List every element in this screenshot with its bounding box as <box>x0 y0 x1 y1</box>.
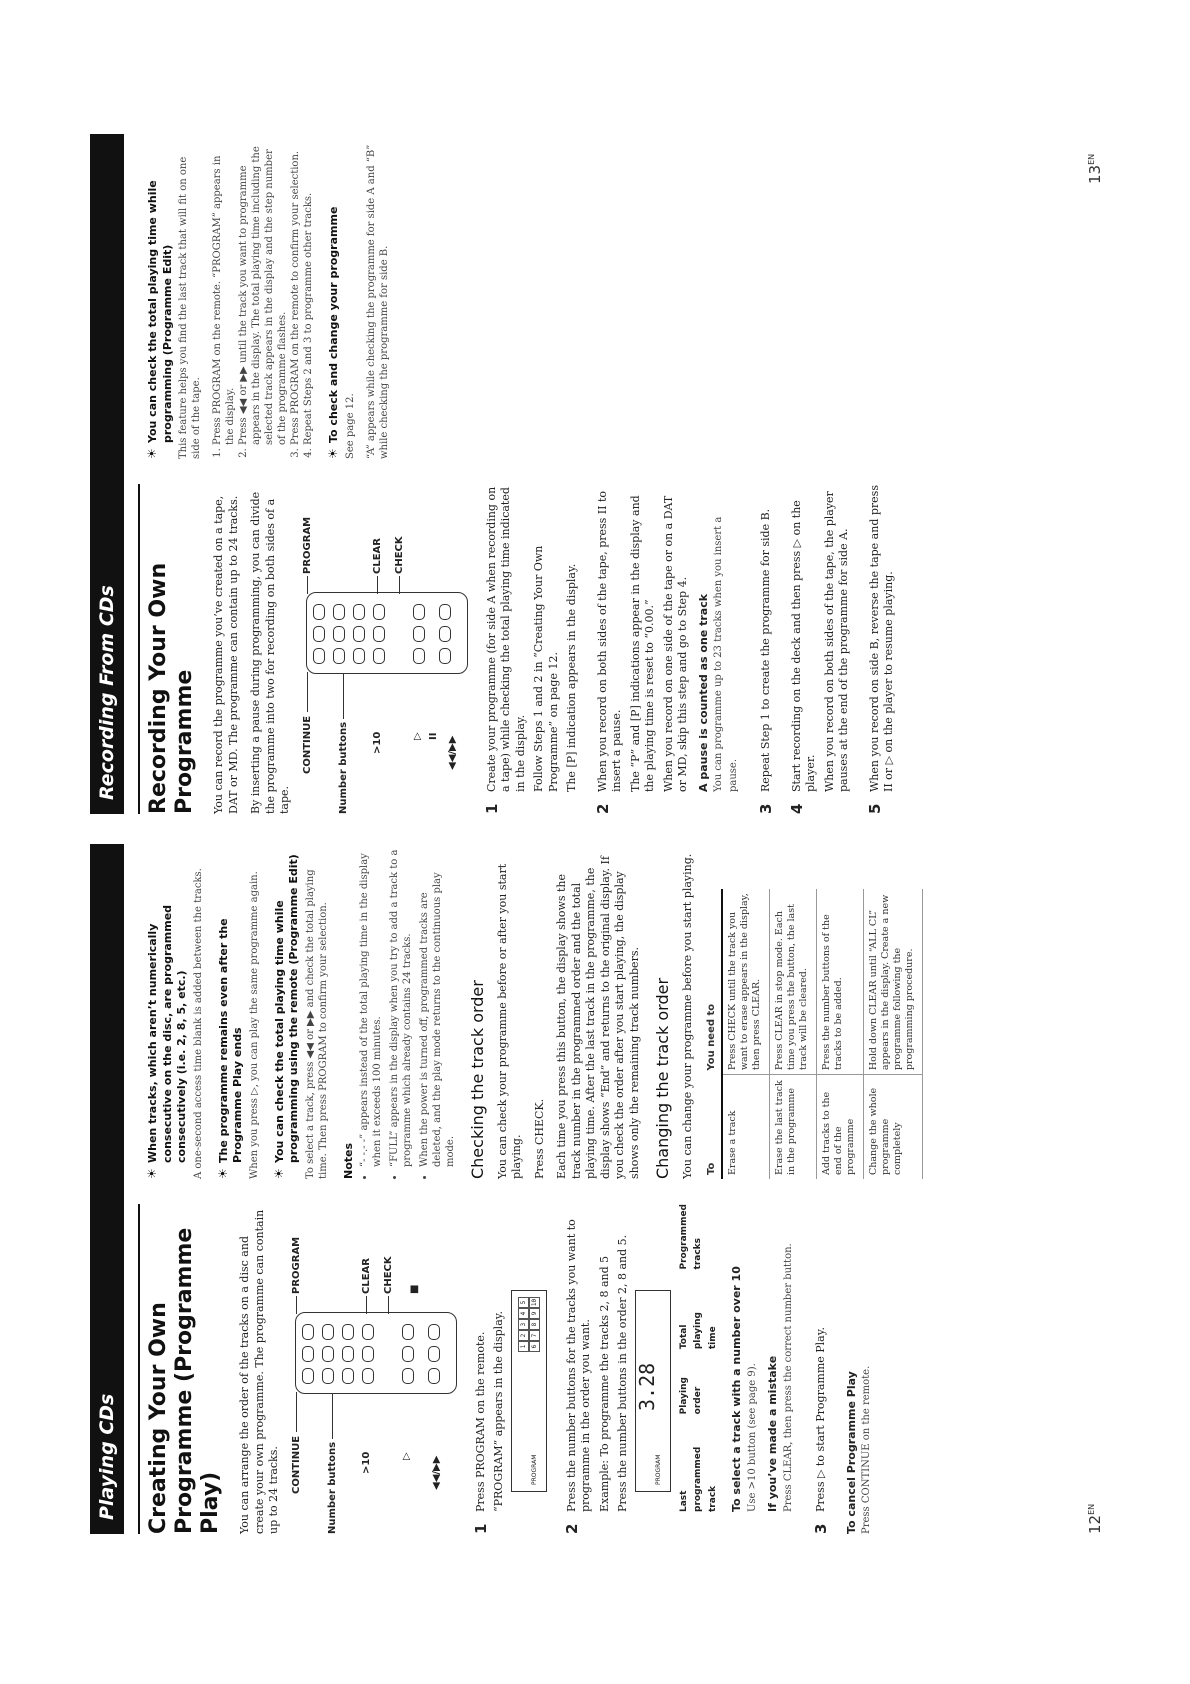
note-item: • When the power is turned off, programmed tracks are deleted, and the play mode returns to the continuous play mode. <box>418 849 457 1167</box>
step-4 <box>787 484 856 814</box>
step-detail: When you record on one side of the tape or on a DAT or MD, skip this step and go to Step 4. <box>661 495 689 792</box>
step-text: When you record on side B, reverse the tape and press II or ▷ on the player to resume playing. <box>867 485 895 792</box>
label-check: CHECK <box>382 1256 394 1294</box>
remote-button <box>428 1324 440 1340</box>
leader-line <box>388 1296 389 1314</box>
label-continue: CONTINUE <box>290 1435 302 1494</box>
label-skip: ◀◀/▶▶ <box>446 735 458 770</box>
remote-button <box>313 648 325 664</box>
intro-text: You can arrange the order of the tracks on a disc and create your own programme. The programme can contain up to 24 tracks. <box>238 1209 280 1534</box>
tip-heading: ☀ The programme remains even after the Programme Play ends <box>217 849 246 1179</box>
remote-button <box>402 1368 414 1384</box>
step-5 <box>865 484 901 814</box>
remote-button <box>313 626 325 642</box>
remote-button <box>373 648 385 664</box>
label-program: PROGRAM <box>301 516 313 574</box>
step-text: Press ▷ to start Programme Play. <box>814 1327 827 1512</box>
callout-last-track: Last programmed track <box>678 1446 718 1512</box>
label-continue: CONTINUE <box>301 715 313 774</box>
tip-text: A one-second access time blank is added between the tracks. <box>192 868 204 1179</box>
remote-button <box>322 1324 334 1340</box>
remote-button <box>428 1368 440 1384</box>
leader-line <box>399 576 400 594</box>
step-detail: Press the number buttons in the order 2, 8 and 5. <box>616 1234 629 1512</box>
callout-programmed-tracks: Programmed tracks <box>678 1204 703 1270</box>
tip-text: To select a track, press ◀◀ or ▶▶ and check the total playing time. Then press PROGRAM to confirm your selection. <box>304 869 329 1179</box>
tip-steps <box>211 139 315 459</box>
step-number: 2 <box>593 803 612 814</box>
remote-button <box>362 1324 374 1340</box>
page-number-left: $12^{EN}$ <box>1086 1503 1104 1534</box>
tip <box>273 849 330 1179</box>
remote-button <box>439 604 451 620</box>
remote-diagram <box>301 484 471 814</box>
leader-line <box>307 672 308 712</box>
step-1 <box>471 1204 553 1534</box>
step-text: Repeat Step 1 to create the programme for side B. <box>759 508 772 792</box>
remote-button <box>302 1324 314 1340</box>
remote-button <box>413 604 425 620</box>
remote-button <box>439 626 451 642</box>
step-number: 3 <box>812 1523 830 1534</box>
step-3 <box>759 484 778 814</box>
tip-heading: ☀ You can check the total playing time while programming (Programme Edit) <box>146 139 175 459</box>
tip-heading: ☀ You can check the total playing time while programming using the remote (Programme Edit) <box>273 849 302 1179</box>
display-callouts <box>677 1204 721 1512</box>
step-number: 3 <box>757 803 775 814</box>
left-column <box>138 1204 881 1534</box>
sub-heading: If you’ve made a mistake <box>766 1355 779 1512</box>
step-number: 1 <box>471 1523 490 1534</box>
remote-button <box>373 604 385 620</box>
remote-button <box>428 1346 440 1362</box>
remote-button <box>402 1346 414 1362</box>
table-row: Change the whole programme completely Hold down CLEAR until “ALL CL” appears in the display. Create a new programme following the programming procedure. <box>864 889 923 1179</box>
section-banner-playing-cds: Playing CDs <box>90 844 124 1534</box>
callout-playing-order: Playing order <box>678 1377 703 1415</box>
step-detail: “PROGRAM” appears in the display. <box>492 1310 505 1512</box>
change-order-table <box>703 889 923 1179</box>
step-detail: The “P” and [P] indications appear in the display and the playing time is reset to “0.00.” <box>628 495 656 792</box>
step-text: Press the number buttons for the tracks you want to programme in the order you want. <box>564 1219 592 1512</box>
remote-button <box>302 1368 314 1384</box>
remote-button <box>333 604 345 620</box>
tip-text: See page 12. <box>344 393 356 459</box>
label-clear: CLEAR <box>360 1258 372 1294</box>
leader-line <box>307 576 308 594</box>
table-header-to: To <box>703 1075 722 1179</box>
table-header-need: You need to <box>703 889 722 1075</box>
notes-list <box>358 849 457 1179</box>
table-row: Erase the last track in the programme Press CLEAR in stop mode. Each time you press the button, the last track will be cleared. <box>770 889 817 1179</box>
remote-button <box>413 648 425 664</box>
step-text: Press PROGRAM on the remote. <box>473 1331 487 1512</box>
sub-text: Press CONTINUE on the remote. <box>861 1365 872 1534</box>
step-text: Create your programme (for side A when recording on a tape) while checking the total playing time indicated in the display. <box>484 486 527 792</box>
leader-line <box>296 1296 297 1314</box>
tip-step: 1. Press PROGRAM on the remote. “PROGRAM” appears in the display. <box>211 139 237 445</box>
leader-line <box>366 1296 367 1314</box>
step-detail: The [P] indication appears in the display. <box>565 563 578 792</box>
label-stop: ■ <box>408 1284 420 1294</box>
right-column-2 <box>138 139 403 459</box>
tip-step: 3. Press PROGRAM on the remote to confirm your selection. <box>289 139 302 445</box>
label-over-10: >10 <box>360 1451 372 1474</box>
tip-step: 2. Press ◀◀ or ▶▶ until the track you want to programme appears in the display. The total playing time including the selected track appears in the display and the step number of the programme flashes. <box>237 139 289 445</box>
label-number-buttons: Number buttons <box>337 721 349 814</box>
section-title-checking: Checking the track order <box>468 980 487 1179</box>
remote-button <box>439 648 451 664</box>
middle-column <box>138 849 923 1179</box>
display-program-tag: PROGRAM <box>655 1454 662 1485</box>
sub-heading: A pause is counted as one track <box>696 593 710 792</box>
step-detail: When you record on both sides of the tape, the player pauses at the end of the programme for side A. <box>822 491 850 792</box>
tip-heading: ☀ When tracks, which aren’t numerically consecutive on the disc, are programmed consecutively (i.e. 2, 8, 5, etc.) <box>146 849 190 1179</box>
remote-button <box>402 1324 414 1340</box>
tip <box>146 139 315 459</box>
remote-button <box>353 604 365 620</box>
note-item: • “FULL” appears in the display when you try to add a track to a programme which already contains 24 tracks. <box>388 849 414 1167</box>
step-detail: Follow Steps 1 and 2 in “Creating Your Own Programme” on page 12. <box>532 545 560 792</box>
page-title: Creating Your Own Programme (Programme Play) <box>138 1204 224 1534</box>
tip <box>146 849 205 1179</box>
check-body: Each time you press this button, the display shows the track number in the programmed order and the total playing time. After the last track in the programme, the display shows “End” and returns to the original display. If you check the order after you start playing, the display shows only the remaining track numbers. <box>555 856 641 1179</box>
leader-line <box>296 1392 297 1432</box>
notes-heading: Notes <box>341 1142 355 1179</box>
step-number: 5 <box>865 803 884 814</box>
label-play: ▷ <box>400 1452 412 1460</box>
step-number: 4 <box>787 803 806 814</box>
sub-text: Press CLEAR, then press the correct number button. <box>782 1243 794 1512</box>
leader-line <box>377 576 378 594</box>
intro-text-2: By inserting a pause during programming, you can divide the programme into two for recording on both sides of a tape. <box>249 491 291 814</box>
remote-button <box>322 1346 334 1362</box>
label-skip: ◀◀/▶▶ <box>430 1455 442 1490</box>
display-time: 3.28 <box>634 1362 659 1411</box>
check-press: Press CHECK. <box>532 1098 546 1179</box>
step-detail: Example: To programme the tracks 2, 8 and 5 <box>597 1255 611 1512</box>
remote-diagram <box>290 1204 460 1534</box>
table-row: Erase a track Press CHECK until the track you want to erase appears in the display, then press CLEAR. <box>722 889 770 1179</box>
page-title: Recording Your Own Programme <box>138 484 198 814</box>
change-intro: You can change your programme before you start playing. <box>680 853 694 1179</box>
remote-button <box>342 1324 354 1340</box>
step-2 <box>562 1204 803 1534</box>
tip-text: When you press ▷, you can play the same programme again. <box>248 871 260 1179</box>
remote-button <box>313 604 325 620</box>
display-track-grid: 1 2 3 4 5 6 7 8 9 10 <box>518 1297 540 1352</box>
step-text: When you record on both sides of the tape, press II to insert a pause. <box>595 490 623 792</box>
section-title-changing: Changing the track order <box>653 977 672 1179</box>
remote-button <box>333 626 345 642</box>
tip-text: “A” appears while checking the programme for side A and “B” while checking the programme for side B. <box>365 144 390 459</box>
right-column-1 <box>138 484 913 814</box>
tip-heading: ☀ To check and change your programme <box>327 139 342 459</box>
label-check: CHECK <box>393 536 405 574</box>
remote-button <box>413 626 425 642</box>
remote-button <box>373 626 385 642</box>
label-pause: II <box>427 732 439 740</box>
remote-button <box>353 648 365 664</box>
step-1 <box>482 484 584 814</box>
remote-button <box>322 1368 334 1384</box>
display-illustration <box>511 1290 547 1492</box>
sub-heading: To select a track with a number over 10 <box>730 1266 743 1512</box>
remote-button <box>342 1368 354 1384</box>
label-over-10: >10 <box>371 731 383 754</box>
intro-text: You can record the programme you’ve created on a tape, DAT or MD. The programme can contain up to 24 tracks. <box>212 495 240 814</box>
leader-line <box>343 674 344 719</box>
remote-button <box>362 1368 374 1384</box>
step-number: 1 <box>482 803 501 814</box>
label-clear: CLEAR <box>371 538 383 574</box>
note-item: • “- -.- -” appears instead of the total playing time in the display when it exceeds 100 minutes. <box>358 849 384 1167</box>
sub-text: You can programme up to 23 tracks when you insert a pause. <box>713 516 739 792</box>
remote-button <box>362 1346 374 1362</box>
display-illustration <box>635 1290 671 1492</box>
callout-total-time: Total playing time <box>678 1312 718 1350</box>
tip <box>217 849 261 1179</box>
tip <box>327 139 391 459</box>
step-3 <box>814 1204 833 1534</box>
label-play: ▷ <box>411 732 423 740</box>
label-number-buttons: Number buttons <box>326 1441 338 1534</box>
display-program-tag: PROGRAM <box>531 1454 538 1485</box>
tip-step: 4. Repeat Steps 2 and 3 to programme other tracks. <box>302 139 315 445</box>
sub-heading: To cancel Programme Play <box>844 1371 858 1534</box>
check-intro: You can check your programme before or after you start playing. <box>495 863 523 1179</box>
leader-line <box>332 1394 333 1439</box>
remote-button <box>302 1346 314 1362</box>
remote-button <box>353 626 365 642</box>
step-2 <box>593 484 748 814</box>
section-banner-recording: Recording From CDs <box>90 134 124 814</box>
page-number-right: $13^{EN}$ <box>1086 153 1104 184</box>
table-row: Add tracks to the end of the programme Press the number buttons of the tracks to be added. <box>817 889 864 1179</box>
step-number: 2 <box>562 1523 581 1534</box>
step-text: Start recording on the deck and then press ▷ on the player. <box>789 500 817 792</box>
label-program: PROGRAM <box>290 1236 302 1294</box>
sub-text: Use >10 button (see page 9). <box>746 1363 758 1512</box>
remote-button <box>333 648 345 664</box>
remote-button <box>342 1346 354 1362</box>
tip-text: This feature helps you find the last track that will fit on one side of the tape. <box>178 156 202 459</box>
